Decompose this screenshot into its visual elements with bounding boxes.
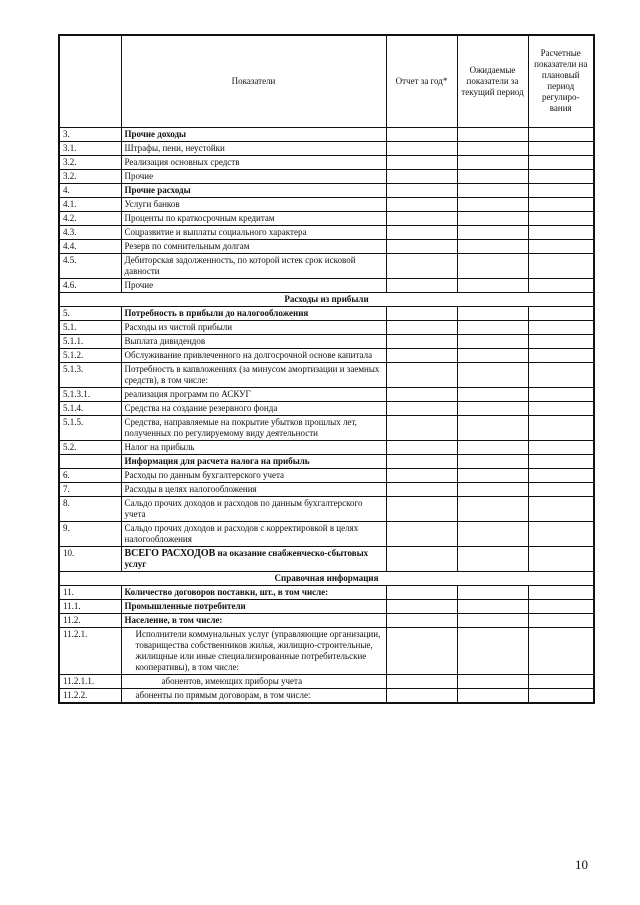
table-row xyxy=(59,521,594,546)
row-label: абоненты по прямым договорам, в том числе: xyxy=(121,688,386,703)
expected-value-cell xyxy=(457,183,528,197)
report-value-cell xyxy=(386,155,457,169)
row-label: Реализация основных средств xyxy=(121,155,386,169)
section-row xyxy=(59,571,594,585)
row-number: 11. xyxy=(59,585,121,599)
row-number: 5.1.2. xyxy=(59,348,121,362)
report-value-cell xyxy=(386,627,457,674)
planned-value-cell xyxy=(528,278,594,292)
report-value-cell xyxy=(386,306,457,320)
row-label: Соцразвитие и выплаты социального характера xyxy=(121,225,386,239)
table-row xyxy=(59,454,594,468)
row-label: Проценты по краткосрочным кредитам xyxy=(121,211,386,225)
table-row xyxy=(59,362,594,387)
header-planned-period: Расчетные показатели на плановый период регулиро-вания xyxy=(528,35,594,127)
expected-value-cell xyxy=(457,482,528,496)
row-number: 5. xyxy=(59,306,121,320)
table-row xyxy=(59,468,594,482)
report-value-cell xyxy=(386,239,457,253)
expected-value-cell xyxy=(457,197,528,211)
table-row xyxy=(59,348,594,362)
row-label-emphasis: ВСЕГО РАСХОДОВ xyxy=(124,547,216,559)
row-label: Выплата дивидендов xyxy=(121,334,386,348)
row-number: 4.2. xyxy=(59,211,121,225)
table-row xyxy=(59,599,594,613)
row-number: 11.2. xyxy=(59,613,121,627)
row-label: Информация для расчета налога на прибыль xyxy=(121,454,386,468)
table-row xyxy=(59,155,594,169)
expected-value-cell xyxy=(457,468,528,482)
row-number: 3.2. xyxy=(59,169,121,183)
report-value-cell xyxy=(386,127,457,141)
row-number: 5.1.3.1. xyxy=(59,387,121,401)
report-value-cell xyxy=(386,440,457,454)
row-label: Прочие xyxy=(121,169,386,183)
table-row xyxy=(59,688,594,703)
planned-value-cell xyxy=(528,225,594,239)
table-row xyxy=(59,239,594,253)
table-row xyxy=(59,415,594,440)
row-number: 10. xyxy=(59,546,121,571)
row-number: 4.1. xyxy=(59,197,121,211)
planned-value-cell xyxy=(528,454,594,468)
report-value-cell xyxy=(386,613,457,627)
table-row xyxy=(59,401,594,415)
planned-value-cell xyxy=(528,440,594,454)
table-row xyxy=(59,585,594,599)
expected-value-cell xyxy=(457,334,528,348)
row-label: Прочие доходы xyxy=(121,127,386,141)
table-row xyxy=(59,141,594,155)
row-label: Обслуживание привлеченного на долгосрочной основе капитала xyxy=(121,348,386,362)
table-row xyxy=(59,127,594,141)
planned-value-cell xyxy=(528,674,594,688)
report-value-cell xyxy=(386,468,457,482)
row-number: 5.2. xyxy=(59,440,121,454)
report-sheet xyxy=(58,34,593,704)
row-number: 5.1.4. xyxy=(59,401,121,415)
planned-value-cell xyxy=(528,169,594,183)
section-title: Справочная информация xyxy=(59,571,594,585)
row-number: 5.1.1. xyxy=(59,334,121,348)
header-number xyxy=(59,35,121,127)
expected-value-cell xyxy=(457,454,528,468)
expected-value-cell xyxy=(457,627,528,674)
row-number: 5.1.3. xyxy=(59,362,121,387)
row-number: 4.6. xyxy=(59,278,121,292)
report-value-cell xyxy=(386,387,457,401)
expected-value-cell xyxy=(457,613,528,627)
table-row xyxy=(59,482,594,496)
section-title: Расходы из прибыли xyxy=(59,292,594,306)
expected-value-cell xyxy=(457,415,528,440)
expected-value-cell xyxy=(457,253,528,278)
header-indicators: Показатели xyxy=(121,35,386,127)
report-value-cell xyxy=(386,674,457,688)
expected-value-cell xyxy=(457,239,528,253)
row-number: 9. xyxy=(59,521,121,546)
row-label: Средства на создание резервного фонда xyxy=(121,401,386,415)
row-label: Прочие расходы xyxy=(121,183,386,197)
row-label: Количество договоров поставки, шт., в том числе: xyxy=(121,585,386,599)
table-row xyxy=(59,627,594,674)
planned-value-cell xyxy=(528,239,594,253)
row-number: 4.3. xyxy=(59,225,121,239)
row-label: Штрафы, пени, неустойки xyxy=(121,141,386,155)
row-number: 11.1. xyxy=(59,599,121,613)
row-number: 6. xyxy=(59,468,121,482)
expected-value-cell xyxy=(457,599,528,613)
expected-value-cell xyxy=(457,546,528,571)
report-value-cell xyxy=(386,599,457,613)
report-value-cell xyxy=(386,183,457,197)
row-label: Население, в том числе: xyxy=(121,613,386,627)
table-row xyxy=(59,225,594,239)
row-label-rest: на оказание снабженческо-сбытовых услуг xyxy=(124,547,369,569)
row-label: Услуги банков xyxy=(121,197,386,211)
page-number: 10 xyxy=(575,857,588,872)
expected-value-cell xyxy=(457,674,528,688)
report-value-cell xyxy=(386,401,457,415)
expected-value-cell xyxy=(457,401,528,415)
table-row xyxy=(59,334,594,348)
planned-value-cell xyxy=(528,496,594,521)
report-value-cell xyxy=(386,362,457,387)
planned-value-cell xyxy=(528,211,594,225)
table-row xyxy=(59,211,594,225)
report-value-cell xyxy=(386,482,457,496)
expected-value-cell xyxy=(457,141,528,155)
planned-value-cell xyxy=(528,546,594,571)
planned-value-cell xyxy=(528,401,594,415)
table-row xyxy=(59,169,594,183)
report-value-cell xyxy=(386,320,457,334)
section-row xyxy=(59,292,594,306)
planned-value-cell xyxy=(528,415,594,440)
stray-mark: · xyxy=(537,358,540,367)
expected-value-cell xyxy=(457,320,528,334)
row-label: реализация программ по АСКУГ xyxy=(121,387,386,401)
header-expected-current: Ожидаемые показатели за текущий период xyxy=(457,35,528,127)
planned-value-cell xyxy=(528,599,594,613)
row-label: Сальдо прочих доходов и расходов с корректировкой в целях налогообложения xyxy=(121,521,386,546)
row-number: 8. xyxy=(59,496,121,521)
row-label: Расходы из чистой прибыли xyxy=(121,320,386,334)
expected-value-cell xyxy=(457,306,528,320)
row-number: 4.5. xyxy=(59,253,121,278)
report-value-cell xyxy=(386,454,457,468)
row-number: 11.2.1. xyxy=(59,627,121,674)
indicators-table xyxy=(58,34,595,704)
planned-value-cell xyxy=(528,253,594,278)
table-row xyxy=(59,197,594,211)
row-number: 11.2.2. xyxy=(59,688,121,703)
table-row xyxy=(59,496,594,521)
row-label: Расходы по данным бухгалтерского учета xyxy=(121,468,386,482)
table-row xyxy=(59,387,594,401)
report-value-cell xyxy=(386,197,457,211)
row-number: 4.4. xyxy=(59,239,121,253)
planned-value-cell xyxy=(528,613,594,627)
expected-value-cell xyxy=(457,348,528,362)
header-row xyxy=(59,35,594,127)
expected-value-cell xyxy=(457,127,528,141)
expected-value-cell xyxy=(457,278,528,292)
report-value-cell xyxy=(386,415,457,440)
expected-value-cell xyxy=(457,440,528,454)
row-label: Исполнители коммунальных услуг (управляющие организации, товарищества собственников жилья, жилищно-строительные, жилищные или иные специализированные потребительские кооперативы), в том числе: xyxy=(121,627,386,674)
planned-value-cell xyxy=(528,482,594,496)
report-value-cell xyxy=(386,334,457,348)
table-row xyxy=(59,674,594,688)
table-row xyxy=(59,278,594,292)
table-row xyxy=(59,546,594,571)
row-number: 5.1. xyxy=(59,320,121,334)
planned-value-cell xyxy=(528,306,594,320)
header-report-year: Отчет за год* xyxy=(386,35,457,127)
table-row xyxy=(59,440,594,454)
table-row xyxy=(59,320,594,334)
table-row xyxy=(59,613,594,627)
expected-value-cell xyxy=(457,585,528,599)
row-number: 11.2.1.1. xyxy=(59,674,121,688)
planned-value-cell xyxy=(528,320,594,334)
row-label: Дебиторская задолженность, по которой истек срок исковой давности xyxy=(121,253,386,278)
row-label: Промышленные потребители xyxy=(121,599,386,613)
expected-value-cell xyxy=(457,688,528,703)
report-value-cell xyxy=(386,585,457,599)
expected-value-cell xyxy=(457,362,528,387)
row-label: Потребность в капвложениях (за минусом амортизации и заемных средств), в том числе: xyxy=(121,362,386,387)
row-label: Резерв по сомнительным долгам xyxy=(121,239,386,253)
row-number xyxy=(59,454,121,468)
expected-value-cell xyxy=(457,387,528,401)
table-row xyxy=(59,183,594,197)
planned-value-cell xyxy=(528,334,594,348)
row-label: Потребность в прибыли до налогообложения xyxy=(121,306,386,320)
row-number: 3. xyxy=(59,127,121,141)
expected-value-cell xyxy=(457,211,528,225)
row-number: 4. xyxy=(59,183,121,197)
planned-value-cell xyxy=(528,197,594,211)
expected-value-cell xyxy=(457,496,528,521)
report-value-cell xyxy=(386,253,457,278)
row-number: 3.1. xyxy=(59,141,121,155)
report-value-cell xyxy=(386,211,457,225)
row-label: Расходы в целях налогообложения xyxy=(121,482,386,496)
planned-value-cell xyxy=(528,688,594,703)
table-row xyxy=(59,306,594,320)
planned-value-cell xyxy=(528,155,594,169)
report-value-cell xyxy=(386,348,457,362)
row-label: абонентов, имеющих приборы учета xyxy=(121,674,386,688)
planned-value-cell xyxy=(528,183,594,197)
planned-value-cell xyxy=(528,141,594,155)
row-number: 3.2. xyxy=(59,155,121,169)
planned-value-cell xyxy=(528,387,594,401)
expected-value-cell xyxy=(457,225,528,239)
expected-value-cell xyxy=(457,155,528,169)
report-value-cell xyxy=(386,141,457,155)
table-row xyxy=(59,253,594,278)
row-label: Прочие xyxy=(121,278,386,292)
expected-value-cell xyxy=(457,521,528,546)
report-value-cell xyxy=(386,496,457,521)
report-value-cell xyxy=(386,169,457,183)
report-value-cell xyxy=(386,521,457,546)
report-value-cell xyxy=(386,546,457,571)
report-value-cell xyxy=(386,688,457,703)
row-number: 5.1.5. xyxy=(59,415,121,440)
row-label: Налог на прибыль xyxy=(121,440,386,454)
planned-value-cell xyxy=(528,627,594,674)
row-label: Сальдо прочих доходов и расходов по данным бухгалтерского учета xyxy=(121,496,386,521)
planned-value-cell xyxy=(528,468,594,482)
planned-value-cell xyxy=(528,585,594,599)
report-value-cell xyxy=(386,278,457,292)
row-label xyxy=(121,546,386,571)
expected-value-cell xyxy=(457,169,528,183)
row-number: 7. xyxy=(59,482,121,496)
planned-value-cell xyxy=(528,127,594,141)
planned-value-cell xyxy=(528,521,594,546)
report-value-cell xyxy=(386,225,457,239)
row-label: Средства, направляемые на покрытие убытков прошлых лет, полученных по регулируемому виду деятельности xyxy=(121,415,386,440)
